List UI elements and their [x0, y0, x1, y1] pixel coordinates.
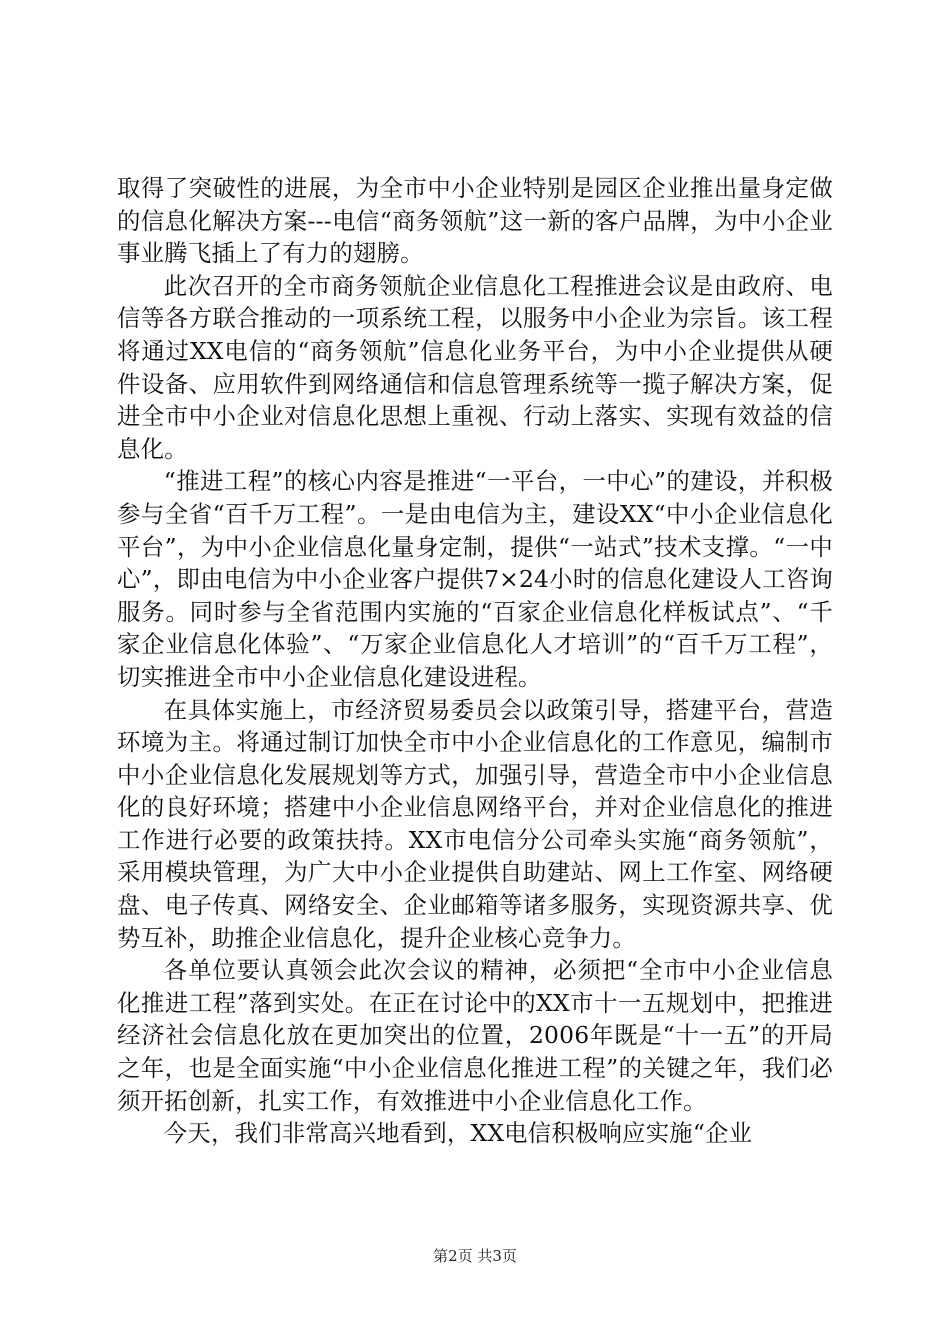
document-body [117, 172, 833, 1150]
paragraph-1: 取得了突破性的进展，为全市中小企业特别是园区企业推出量身定做的信息化解决方案---电信“商务领航”这一新的客户品牌，为中小企业事业腾飞插上了有力的翅膀。 [117, 174, 833, 268]
paragraph-4: 在具体实施上，市经济贸易委员会以政策引导，搭建平台，营造环境为主。将通过制订加快全市中小企业信息化的工作意见，编制市中小企业信息化发展规划等方式，加强引导，营造全市中小企业信息化的良好环境；搭建中小企业信息网络平台，并对企业信息化的推进工作进行必要的政策扶持。XX市电信分公司牵头实施“商务领航”，采用模块管理，为广大中小企业提供自助建站、网上工作室、网络硬盘、电子传真、网络安全、企业邮箱等诸多服务，实现资源共享、优势互补，助推企业信息化，提升企业核心竞争力。 [117, 695, 833, 952]
paragraph-5: 各单位要认真领会此次会议的精神，必须把“全市中小企业信息化推进工程”落到实处。在正在讨论中的XX市十一五规划中，把推进经济社会信息化放在更加突出的位置，2006年既是“十一五”的开局之年，也是全面实施“中小企业信息化推进工程”的关键之年，我们必须开拓创新，扎实工作，有效推进中小企业信息化工作。 [117, 956, 833, 1115]
paragraph-6: 今天，我们非常高兴地看到，XX电信积极响应实施“企业 [163, 1119, 753, 1148]
page-footer [0, 1246, 950, 1266]
page-number: 第2页 共3页 [433, 1247, 517, 1265]
paragraph-3: “推进工程”的核心内容是推进“一平台，一中心”的建设，并积极参与全省“百千万工程”。一是由电信为主，建设XX“中小企业信息化平台”，为中小企业信息化量身定制，提供“一站式”技术支撑。“一中心”，即由电信为中小企业客户提供7×24小时的信息化建设人工咨询服务。同时参与全省范围内实施的“百家企业信息化样板试点”、“千家企业信息化体验”、“万家企业信息化人才培训”的“百千万工程”，切实推进全市中小企业信息化建设进程。 [117, 467, 833, 691]
paragraph-2: 此次召开的全市商务领航企业信息化工程推进会议是由政府、电信等各方联合推动的一项系统工程，以服务中小企业为宗旨。该工程将通过XX电信的“商务领航”信息化业务平台，为中小企业提供从硬件设备、应用软件到网络通信和信息管理系统等一揽子解决方案，促进全市中小企业对信息化思想上重视、行动上落实、实现有效益的信息化。 [117, 271, 833, 463]
